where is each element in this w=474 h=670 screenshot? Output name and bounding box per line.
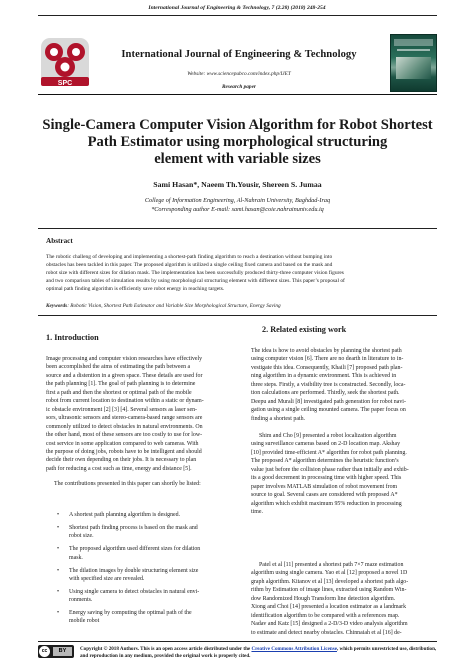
journal-cover-thumbnail [390, 34, 437, 92]
introduction-paragraph [46, 355, 233, 473]
cover-picture [396, 57, 431, 79]
bullet-icon: • [57, 589, 60, 596]
top-rule [38, 15, 437, 16]
text-line: Xiong and Choi [14] presented a location estimator as a landmark [251, 604, 407, 611]
journal-reference: International Journal of Engineering & Technology, 7 (2.28) (2018) 248-254 [148, 5, 326, 11]
list-item-line: Shortest path finding process is based on the mask and [69, 525, 198, 532]
by-icon: BY [53, 647, 72, 656]
list-item-line: mobile robot [69, 618, 100, 625]
list-item-line: Energy saving by computing the optimal path of the [69, 610, 192, 617]
list-item [46, 545, 233, 561]
bullet-icon: • [57, 610, 60, 617]
text-line: paper involves MATLAB simulation of robot movement from [251, 483, 398, 490]
text-line: graph algorithm. Kitanov et al [13] developed a shortest path algo- [251, 578, 409, 585]
abstract-bottom-rule [38, 315, 437, 316]
section-heading-introduction: 1. Introduction [46, 333, 99, 342]
text-line: robot from current location to destination within a static or dynam- [46, 398, 204, 405]
cover-title-band [394, 39, 433, 46]
related-work-paragraph-2 [251, 432, 427, 517]
list-item-line: The dilation images by double structuring element size [69, 567, 199, 574]
list-item-line: with specified size are revealed. [69, 575, 145, 582]
text-line: value just before the collision phase rather than initially and exhib- [251, 466, 409, 473]
text-line: algorithm which exhibit maximum 95% reduction in processing [251, 500, 402, 507]
bullet-icon: • [57, 512, 60, 518]
abstract-line: robot size with different sizes for dilation mask. The implementation has been successfully produced thirty-three computer vision figures [46, 269, 344, 276]
cc-icon: cc [39, 646, 50, 657]
abstract-line: optimal path finding algorithm is efficiently save robot energy in reaching targets. [46, 285, 225, 292]
license-link[interactable]: Creative Commons Attribution License [251, 646, 337, 652]
journal-name: International Journal of Engineering & Technology [121, 49, 357, 60]
abstract-heading: Abstract [46, 237, 73, 245]
list-item [46, 609, 233, 625]
list-item-line: Using single camera to detect obstacles in natural envi- [69, 589, 200, 596]
text-line: been accomplished the aims of estimating the path between a [46, 364, 191, 371]
list-item-line: The proposed algorithm used different sizes for dilation [69, 546, 201, 553]
copyright-text-end: , which permits unrestricted use, distribution, and reproduction in any medium, provided the original work is properly cited. [80, 646, 437, 660]
text-line: source and a distention in a given space. These details are used for [46, 372, 203, 379]
author-affiliation [38, 197, 437, 214]
related-work-paragraph-1 [251, 347, 427, 423]
title-line: Path Estimator using morphological structuring [87, 134, 388, 150]
abstract-line: obstacles has been tackled in this paper. The proposed algorithm is utilized a single ceiling fixed camera and based on the mask and [46, 261, 333, 268]
text-line: time. [251, 509, 263, 516]
paper-authors: Sami Hasan*, Naeem Th.Yousir, Shereen S. Jumaa [153, 180, 322, 189]
title-line: Single-Camera Computer Vision Algorithm for Robot Shortest [42, 117, 433, 133]
cover-subtitle-band [397, 49, 430, 51]
list-item-line: A shortest path planning algorithm is designed. [69, 512, 181, 518]
text-line: [10] provided time-efficient A* algorithm for robot path planning. [251, 449, 407, 456]
text-line: using computer vision [6]. There are no dearth in literature to in- [251, 356, 404, 363]
text-line: identification algorithm to be compared with a references map. [251, 612, 400, 619]
affiliation-line: College of Information Engineering, Al-Nahrain University, Baghdad-Iraq [144, 197, 331, 204]
list-item-line: robot size. [69, 533, 94, 540]
text-line: using surveillance cameras based on 2-D location map. Akshay [251, 441, 401, 448]
header-rule [38, 94, 437, 95]
text-line: source to goal. Several cases are considered with proposed A* [251, 492, 398, 499]
copyright-notice [80, 646, 437, 661]
contributions-list [46, 511, 233, 631]
text-line: vestigate this idea. Consequently, Khaili [7] proposed path plan- [251, 364, 403, 371]
abstract-line: The robotic challeng of developing and implementing a shortest-path finding algorithm to reach a destination without bumping into [46, 254, 333, 260]
title-line: element with variable sizes [154, 151, 321, 167]
abstract-line: and two comparison tables of simulation results by using morphological structuring element with different sizes. This paper’s proposal of [46, 277, 345, 284]
bullet-icon: • [57, 546, 60, 553]
text-line: the other hand, most of these sensors are too costly to use for low- [46, 432, 203, 439]
text-line: Shim and Cho [9] presented a robot localization algorithm [259, 433, 397, 439]
list-item [46, 588, 233, 604]
bullet-icon: • [57, 567, 60, 574]
text-line: sors, ultrasonic sensors and stereo-camera-based range sensors are [46, 415, 203, 422]
text-line: decide their own depending on their jobs. It is necessary to plan [46, 457, 197, 464]
corresponding-author: *Corresponding author E-mail: sami.hasan@coie.nahrainuniv.edu.iq [151, 205, 324, 213]
section-heading-related-work: 2. Related existing work [262, 325, 347, 334]
text-line: finding a shortest path. [251, 415, 305, 422]
text-line: gation using a single ceiling mounted camera. The paper focus on [251, 407, 406, 414]
abstract-body [46, 254, 427, 294]
text-line: path for reducing a cost such as time, energy and distance [5]. [46, 465, 192, 472]
footer-rule [38, 641, 437, 642]
journal-website: Website: www.sciencepubco.com/index.php/IJET [187, 71, 291, 77]
abstract-top-rule [38, 228, 437, 229]
cc-by-license-badge[interactable] [38, 645, 74, 658]
list-item-line: mask. [69, 554, 83, 561]
keywords [46, 303, 427, 309]
text-line: ning algorithm in a dynamic environment. This is achieved in [251, 373, 397, 380]
text-line: first a path and then the shortest or optimal path of the mobile [46, 389, 192, 396]
text-line: the purpose of doing jobs, robots have to be intelligent and should [46, 448, 202, 455]
text-line: The idea is how to avoid obstacles by planning the shortest path [251, 348, 402, 354]
text-line: ic obstacle environment [2] [3] [4]. Several sensors as laser sen- [46, 406, 197, 413]
text-line: dow Randomized Hough Transform line detection algorithm. [251, 595, 396, 602]
keywords-label: Keywords [46, 303, 68, 309]
list-item-line: ronments. [69, 597, 93, 604]
text-line: its a good decrement in processing time with higher speed. This [251, 475, 402, 482]
logo-text: SPC [57, 80, 73, 87]
paper-title [38, 117, 437, 168]
contributions-lead: The contributions presented in this paper can shortly be listed: [54, 481, 201, 487]
text-line: three steps. Firstly, a visibility tree is constructed. Secondly, loca- [251, 381, 406, 388]
list-item [46, 567, 233, 583]
text-line: the path planning [1]. The goal of path planning is to determine [46, 381, 196, 388]
article-type: Research paper [222, 84, 256, 90]
text-line: Patel et al [11] presented a shortest path 7×7 maze estimation [259, 562, 404, 568]
text-line: Deepu and Murali [8] investigated path generation for robot navi- [251, 398, 406, 405]
spc-logo [38, 35, 92, 89]
text-line: tion calculations are performed. Thirdly, seek the shortest path. [251, 390, 400, 397]
text-line: Image processing and computer vision researches have effectively [46, 356, 203, 362]
text-line: algorithm using single camera. Yao et al [12] proposed a novel 1D [251, 570, 408, 577]
text-line: commonly utilized to detect obstacles in natural environments. On [46, 423, 203, 430]
text-line: The proposed A* algorithm determines the heuristic function’s [251, 458, 399, 465]
bullet-icon: • [57, 525, 60, 532]
related-work-paragraph-3 [251, 561, 427, 637]
list-item [46, 511, 233, 519]
list-item [46, 524, 233, 540]
copyright-text: Copyright © 2018 Authors. This is an open access article distributed under the [80, 646, 252, 652]
text-line: Nadav and Katz [15] designed a 2-D/3-D video analysis algorithm [251, 621, 408, 628]
keywords-list: : Robotic Vision, Shortest Path Estimator and Variable Size Morphological Structure, Energy Saving [67, 303, 281, 309]
text-line: cost service in some application compared to web cameras. With [46, 440, 199, 447]
text-line: rithm by Estimation of image lines, extracted using Random Win- [251, 587, 407, 594]
text-line: to estimate and detect nearby obstacles. Chinnaiah et al [16] de- [251, 629, 402, 636]
